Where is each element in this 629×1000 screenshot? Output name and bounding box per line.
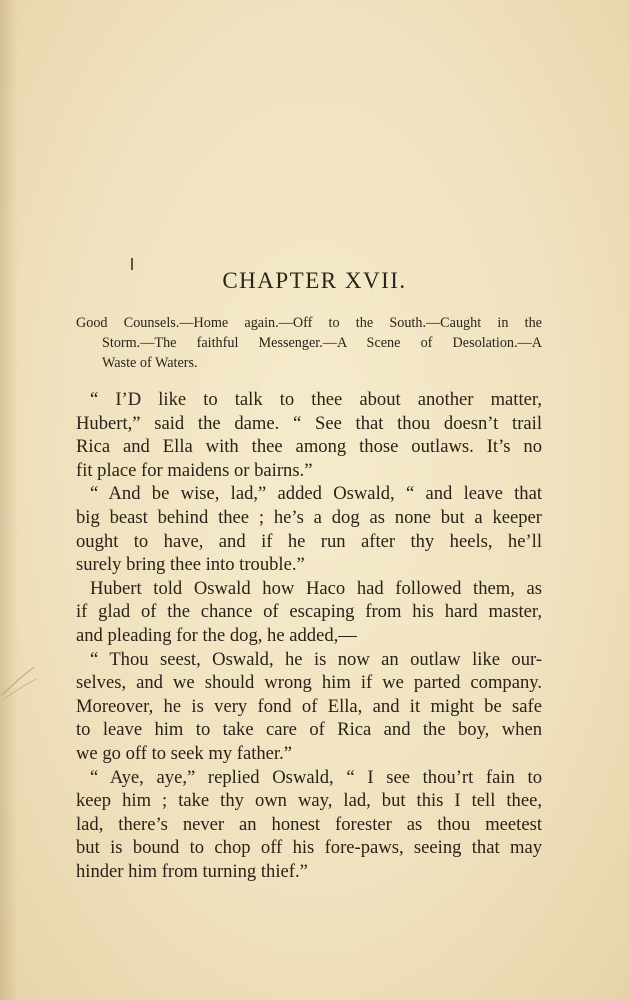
text-line: fit place for maidens or bairns.” [76,459,313,481]
page-fold-mark [0,655,40,715]
body-text [76,388,542,883]
text-line: we go off to seek my father.” [76,742,292,764]
text-line: “ And be wise, lad,” added Oswald, “ and leave that [90,483,542,505]
text-line: ought to have, and if he run after thy heels, he’ll [76,530,542,552]
text-line: Rica and Ella with thee among those outlaws. It’s no [76,436,542,458]
text-line: “ Thou seest, Oswald, he is now an outlaw like our- [90,648,542,670]
text-line: Hubert told Oswald how Haco had followed them, as [90,577,542,599]
chapter-title: CHAPTER XVII. [222,268,407,293]
chapter-summary [76,313,542,373]
page-edge-shadow [0,0,18,1000]
text-line: “ Aye, aye,” replied Oswald, “ I see thou’rt fain to [90,766,542,788]
text-line: big beast behind thee ; he’s a dog as none but a keeper [76,506,542,528]
text-line: hinder him from turning thief.” [76,860,308,882]
text-line: “ I’D like to talk to thee about another matter, [90,389,542,410]
text-line: keep him ; take thy own way, lad, but this I tell thee, [76,790,542,812]
text-line: but is bound to chop off his fore-paws, seeing that may [76,837,542,859]
summary-line: Good Counsels.—Home again.—Off to the South.—Caught in the [76,315,542,331]
text-line: if glad of the chance of escaping from his hard master, [76,601,542,623]
text-line: surely bring thee into trouble.” [76,554,305,576]
text-line: to leave him to take care of Rica and the boy, when [76,719,542,741]
text-line: Moreover, he is very fond of Ella, and it might be safe [76,695,542,717]
text-line: lad, there’s never an honest forester as thou meetest [76,813,542,835]
summary-line: Waste of Waters. [102,355,198,371]
text-line: selves, and we should wrong him if we parted company. [76,672,542,694]
text-line: Hubert,” said the dame. “ See that thou doesn’t trail [76,412,542,434]
summary-line: Storm.—The faithful Messenger.—A Scene of Desolation.—A [102,335,542,351]
text-line: and pleading for the dog, he added,— [76,624,357,646]
